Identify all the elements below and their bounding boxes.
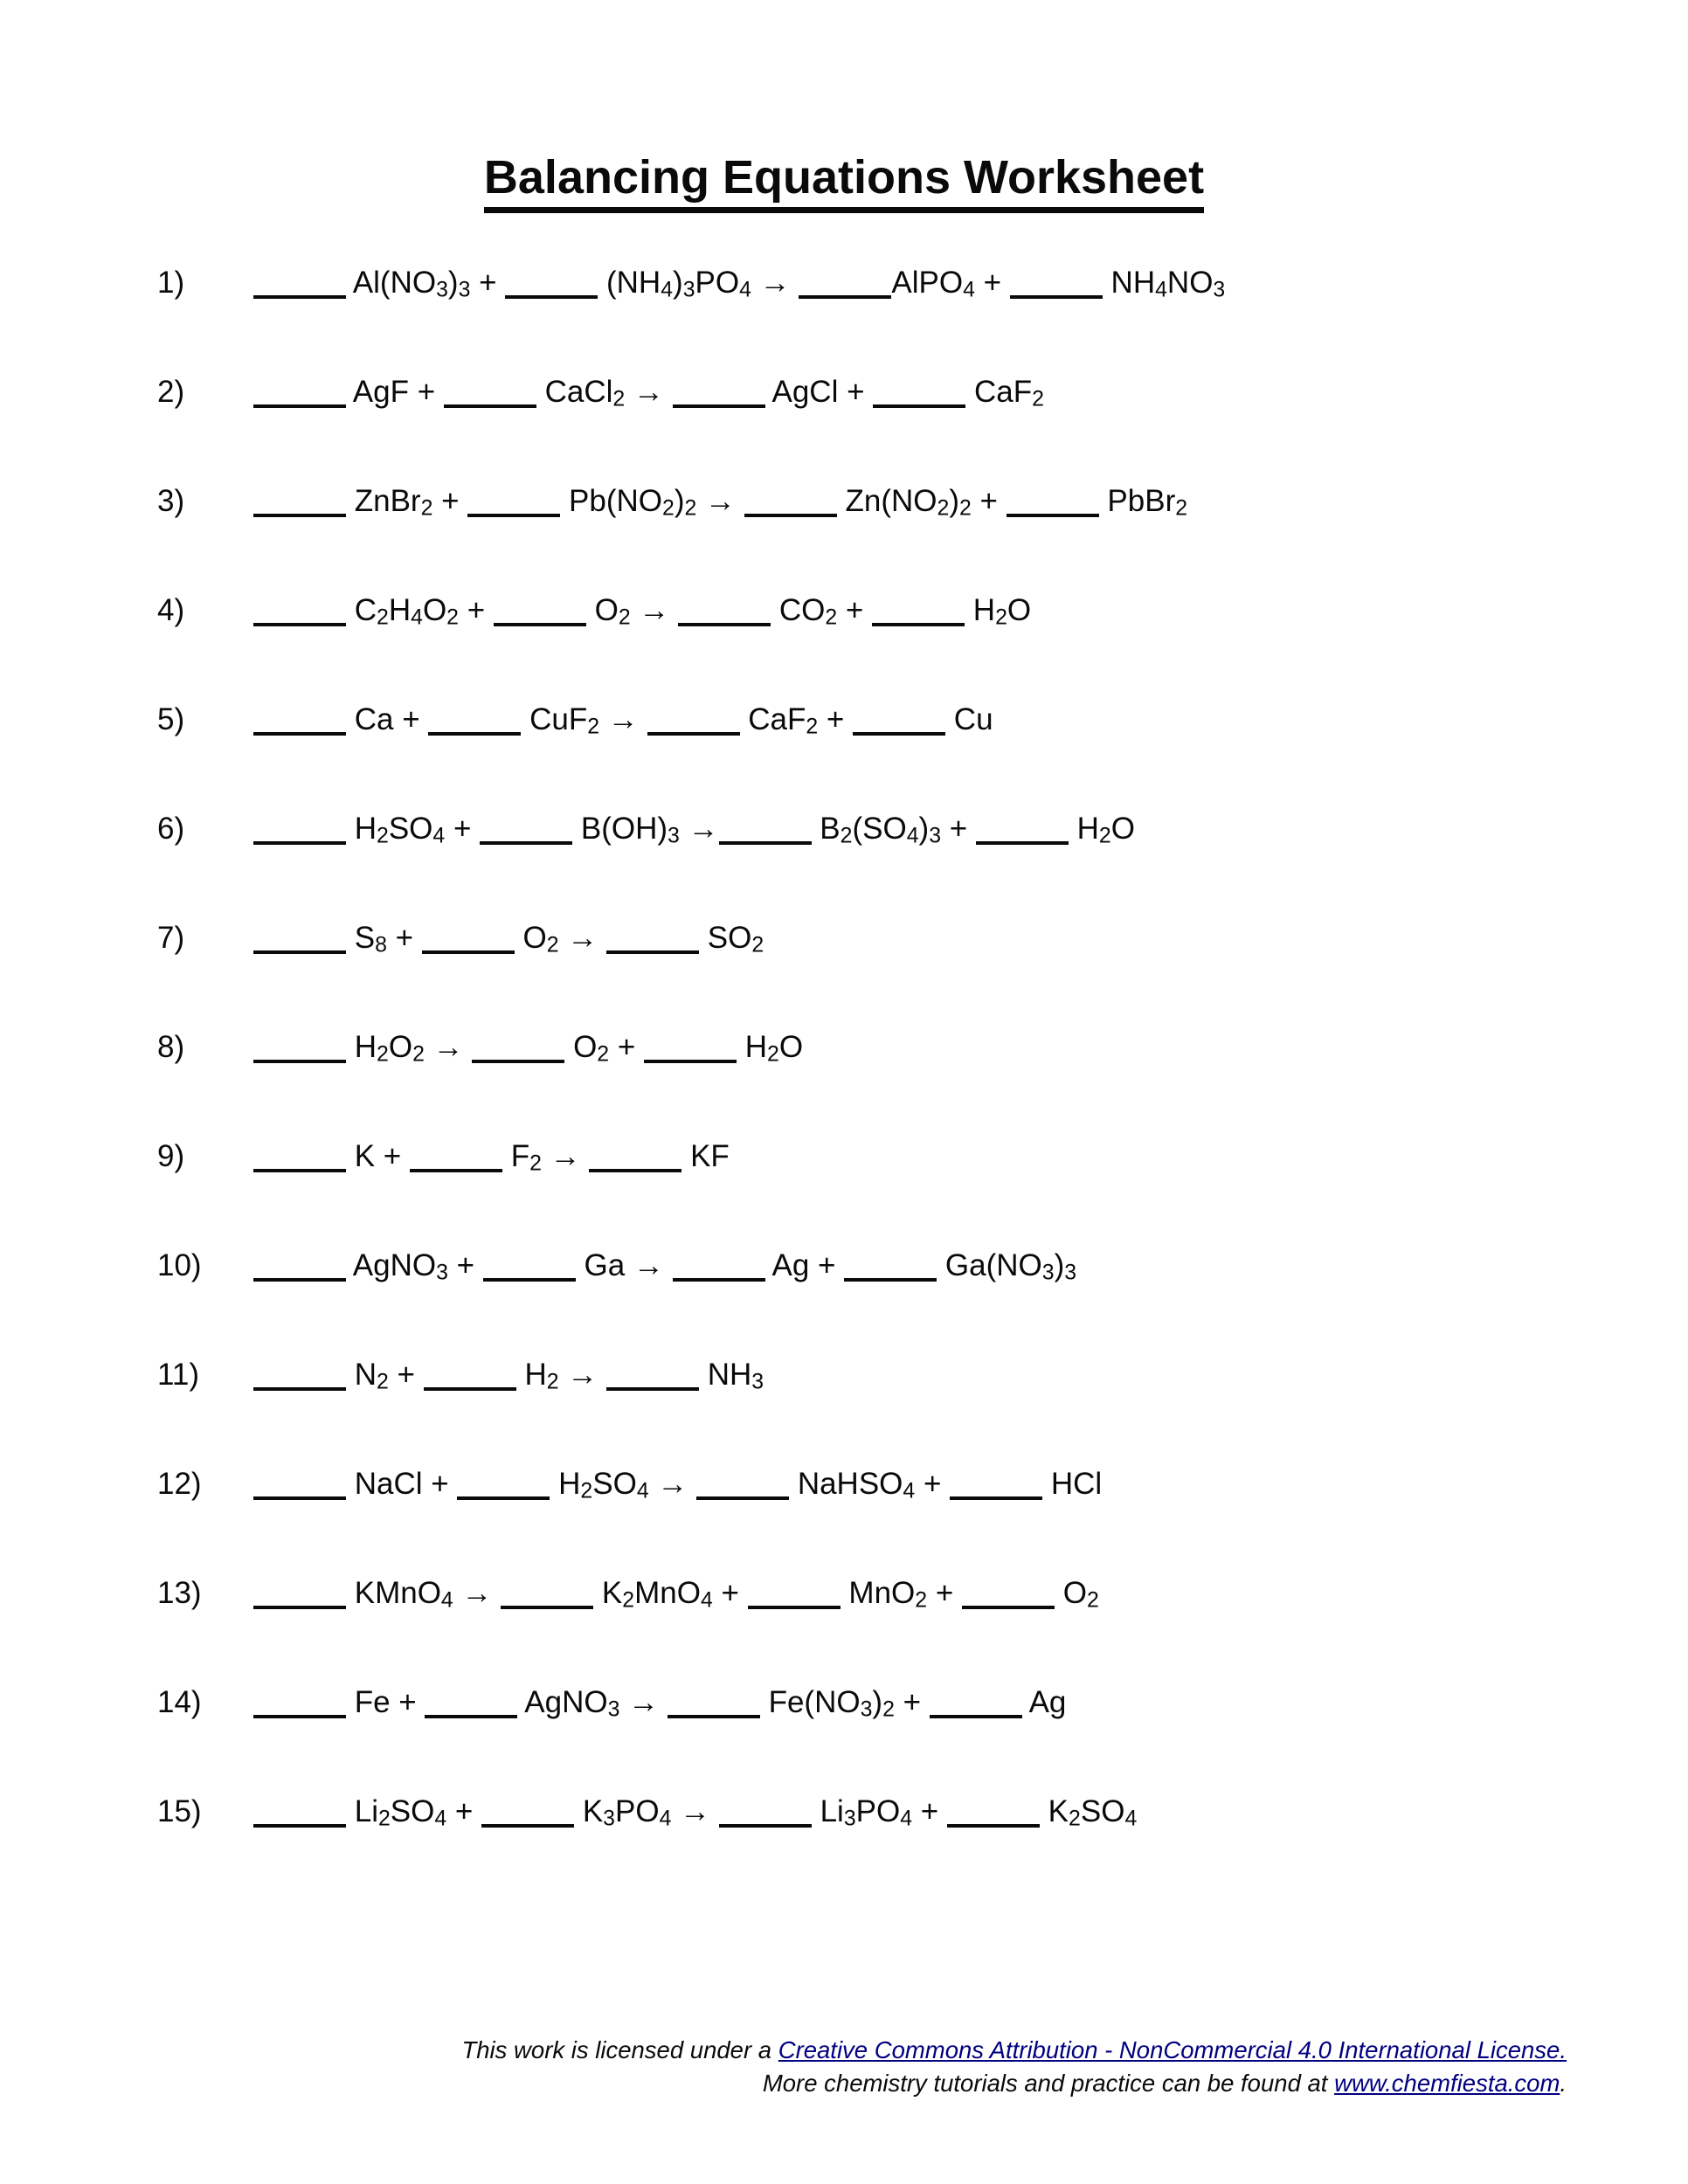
equation-number: 11): [157, 1358, 199, 1392]
coefficient-blank: [873, 404, 965, 408]
equation-row: [157, 1356, 1688, 1465]
coefficient-blank: [494, 623, 586, 626]
equation-text: AgNO$_3$ + $Ga \to Ag + Ga(NO_3)_3$: [253, 1248, 1076, 1282]
subscript: 2: [446, 605, 459, 630]
coefficient-blank: [748, 1606, 841, 1609]
coefficient-blank: [467, 514, 560, 517]
subscript: 4: [963, 278, 975, 302]
coefficient-blank: [844, 1278, 937, 1282]
subscript: 3: [436, 278, 448, 302]
equation-text: ZnBr$_2$ + $Pb(NO_2)_2 \to Zn(NO_2)_2$ + PbBr$_2$: [253, 484, 1187, 518]
subscript: 4: [1124, 1807, 1138, 1831]
subscript: 3: [682, 278, 695, 302]
subscript: 2: [751, 933, 764, 957]
equation-row: [157, 264, 1688, 373]
subscript: 3: [603, 1807, 615, 1831]
coefficient-blank: [424, 1387, 516, 1391]
subscript: 2: [377, 1042, 389, 1067]
equation-text: $N_2 + H_2 \to NH_3$: [253, 1358, 764, 1392]
subscript: 3: [458, 278, 471, 302]
subscript: 2: [587, 715, 600, 739]
coefficient-blank: [696, 1496, 789, 1500]
equation-text: NaCl + $H_2SO_4$ → NaHSO$_4$ + HCl: [253, 1467, 1102, 1501]
coefficient-blank: [668, 1715, 760, 1718]
subscript: 2: [915, 1588, 928, 1613]
equation-row: [157, 919, 1688, 1028]
coefficient-blank: [505, 295, 598, 299]
coefficient-blank: [719, 841, 812, 845]
coefficient-blank: [480, 841, 572, 845]
coefficient-blank: [253, 514, 346, 517]
subscript: 4: [411, 605, 423, 630]
subscript: 4: [659, 1807, 672, 1831]
subscript: 2: [1069, 1807, 1081, 1831]
subscript: 4: [906, 824, 919, 848]
subscript: 3: [929, 824, 942, 848]
equation-row: [157, 1028, 1688, 1137]
equation-number: 2): [157, 375, 185, 409]
chemfiesta-link[interactable]: www.chemfiesta.com: [1334, 2070, 1560, 2097]
subscript: 2: [958, 496, 972, 521]
subscript: 3: [668, 824, 680, 848]
coefficient-blank: [853, 732, 945, 736]
equation-number: 15): [157, 1794, 202, 1828]
subscript: 2: [767, 1042, 779, 1067]
subscript: 2: [1098, 824, 1111, 848]
coefficient-blank: [950, 1496, 1042, 1500]
subscript: 4: [903, 1479, 916, 1503]
coefficient-blank: [1007, 514, 1099, 517]
equation-row: [157, 482, 1688, 591]
subscript: 2: [377, 824, 389, 848]
subscript: 3: [1041, 1261, 1055, 1285]
subscript: 2: [412, 1042, 425, 1067]
chemfiesta-line: [461, 2067, 1567, 2100]
coefficient-blank: [472, 1060, 564, 1063]
coefficient-blank: [647, 732, 740, 736]
equation-text: $Li_2SO_4 + K_3PO_4 \to Li_3PO_4 + K_2SO_4$: [253, 1794, 1137, 1828]
page-title: Balancing Equations Worksheet: [484, 150, 1204, 213]
coefficient-blank: [253, 1387, 346, 1391]
subscript: 4: [700, 1588, 713, 1613]
subscript: 2: [825, 605, 838, 630]
subscript: 2: [420, 496, 433, 521]
subscript: 3: [1064, 1261, 1077, 1285]
subscript: 2: [529, 1151, 542, 1176]
subscript: 2: [612, 387, 626, 411]
coefficient-blank: [799, 295, 891, 299]
subscript: 2: [684, 496, 697, 521]
subscript: 3: [843, 1807, 856, 1831]
license-footer: [461, 2034, 1567, 2100]
equation-text: $H_2SO_4 + B(OH)_3 \to B_2(SO_4)_3 + H_2O$: [253, 812, 1135, 846]
equation-row: [157, 1574, 1688, 1683]
subscript: 3: [1213, 278, 1226, 302]
coefficient-blank: [673, 1278, 765, 1282]
subscript: 4: [432, 824, 446, 848]
equation-row: [157, 1465, 1688, 1574]
subscript: 2: [882, 1697, 895, 1722]
subscript: 2: [662, 496, 675, 521]
coefficient-blank: [253, 1824, 346, 1828]
equation-row: [157, 1683, 1688, 1793]
subscript: 2: [1032, 387, 1044, 411]
coefficient-blank: [719, 1824, 812, 1828]
equation-number: 12): [157, 1467, 202, 1501]
coefficient-blank: [744, 514, 837, 517]
subscript: 2: [995, 605, 1007, 630]
coefficient-blank: [253, 1278, 346, 1282]
subscript: 2: [622, 1588, 635, 1613]
coefficient-blank: [253, 295, 346, 299]
subscript: 4: [1155, 278, 1167, 302]
coefficient-blank: [589, 1169, 681, 1172]
coefficient-blank: [253, 732, 346, 736]
coefficient-blank: [606, 950, 699, 954]
equation-text: $C_2H_4O_2 + O_2 \to CO_2 + H_2O$: [253, 593, 1031, 627]
subscript: 2: [546, 1370, 559, 1394]
subscript: 3: [860, 1697, 873, 1722]
coefficient-blank: [1010, 295, 1103, 299]
equation-text: $Al(NO_3)_3 + (NH_4)_3PO_4$ → AlPO$_4$ + $NH_4NO_3$: [253, 266, 1225, 300]
equation-number: 9): [157, 1139, 185, 1173]
coefficient-blank: [253, 623, 346, 626]
subscript: 4: [739, 278, 751, 302]
equation-text: KMnO$_4$ → $K_2MnO_4 + MnO_2 + O_2$: [253, 1576, 1099, 1610]
coefficient-blank: [253, 841, 346, 845]
coefficient-blank: [422, 950, 515, 954]
equation-list: [157, 264, 1688, 1902]
equation-text: AgF + CaCl$_2$ → AgCl + CaF$_2$: [253, 375, 1044, 409]
equation-row: [157, 373, 1688, 482]
equation-row: [157, 701, 1688, 810]
subscript: 4: [434, 1807, 447, 1831]
subscript: 2: [1175, 496, 1188, 521]
license-link[interactable]: Creative Commons Attribution - NonCommercial 4.0 International License.: [778, 2036, 1567, 2063]
chemfiesta-text: More chemistry tutorials and practice can be found at: [762, 2070, 1335, 2097]
coefficient-blank: [678, 623, 771, 626]
subscript: 3: [436, 1261, 448, 1285]
coefficient-blank: [947, 1824, 1040, 1828]
coefficient-blank: [976, 841, 1069, 845]
coefficient-blank: [872, 623, 965, 626]
equation-number: 4): [157, 593, 185, 627]
subscript: 3: [751, 1370, 764, 1394]
coefficient-blank: [253, 1169, 346, 1172]
equation-number: 10): [157, 1248, 202, 1282]
coefficient-blank: [253, 950, 346, 954]
subscript: 4: [661, 278, 674, 302]
subscript: 2: [597, 1042, 610, 1067]
coefficient-blank: [425, 1715, 517, 1718]
subscript: 4: [440, 1588, 453, 1613]
equation-row: [157, 1247, 1688, 1356]
equation-number: 5): [157, 702, 185, 736]
coefficient-blank: [930, 1715, 1022, 1718]
subscript: 2: [937, 496, 950, 521]
coefficient-blank: [444, 404, 536, 408]
equation-number: 14): [157, 1685, 202, 1719]
equation-text: Fe + AgNO$_3$ → $Fe(NO_3)_2 + Ag$: [253, 1685, 1066, 1719]
coefficient-blank: [644, 1060, 737, 1063]
subscript: 2: [618, 605, 631, 630]
chemfiesta-period: .: [1560, 2070, 1567, 2097]
subscript: 8: [375, 933, 387, 957]
subscript: 2: [546, 933, 559, 957]
coefficient-blank: [253, 1715, 346, 1718]
license-line: [461, 2034, 1567, 2067]
coefficient-blank: [428, 732, 521, 736]
equation-number: 1): [157, 266, 185, 300]
license-text: This work is licensed under a: [461, 2036, 778, 2063]
subscript: 2: [377, 1807, 391, 1831]
coefficient-blank: [457, 1496, 550, 1500]
equation-row: [157, 810, 1688, 919]
subscript: 4: [900, 1807, 913, 1831]
equation-row: [157, 1137, 1688, 1247]
equation-number: 6): [157, 812, 185, 846]
equation-text: Ca + CuF$_2$ → CaF$_2$ + Cu: [253, 702, 993, 736]
subscript: 2: [377, 1370, 389, 1394]
equation-row: [157, 591, 1688, 701]
coefficient-blank: [253, 1606, 346, 1609]
equation-text: $K + F_2$ → KF: [253, 1139, 730, 1173]
equation-text: $H_2O_2 \to O_2 + H_2O$: [253, 1030, 803, 1064]
subscript: 4: [636, 1479, 649, 1503]
coefficient-blank: [501, 1606, 593, 1609]
page-header: [0, 0, 1688, 213]
equation-text: $S_8 + O_2 \to SO_2$: [253, 921, 764, 955]
subscript: 2: [840, 824, 853, 848]
subscript: 2: [580, 1479, 593, 1503]
coefficient-blank: [962, 1606, 1055, 1609]
subscript: 3: [607, 1697, 620, 1722]
subscript: 2: [1086, 1588, 1099, 1613]
coefficient-blank: [606, 1387, 699, 1391]
equation-number: 7): [157, 921, 185, 955]
coefficient-blank: [481, 1824, 574, 1828]
equation-row: [157, 1793, 1688, 1902]
coefficient-blank: [253, 1060, 346, 1063]
coefficient-blank: [410, 1169, 502, 1172]
coefficient-blank: [253, 404, 346, 408]
coefficient-blank: [673, 404, 765, 408]
equation-number: 13): [157, 1576, 202, 1610]
equation-number: 3): [157, 484, 185, 518]
coefficient-blank: [483, 1278, 576, 1282]
equation-number: 8): [157, 1030, 185, 1064]
subscript: 2: [806, 715, 819, 739]
coefficient-blank: [253, 1496, 346, 1500]
subscript: 2: [377, 605, 389, 630]
